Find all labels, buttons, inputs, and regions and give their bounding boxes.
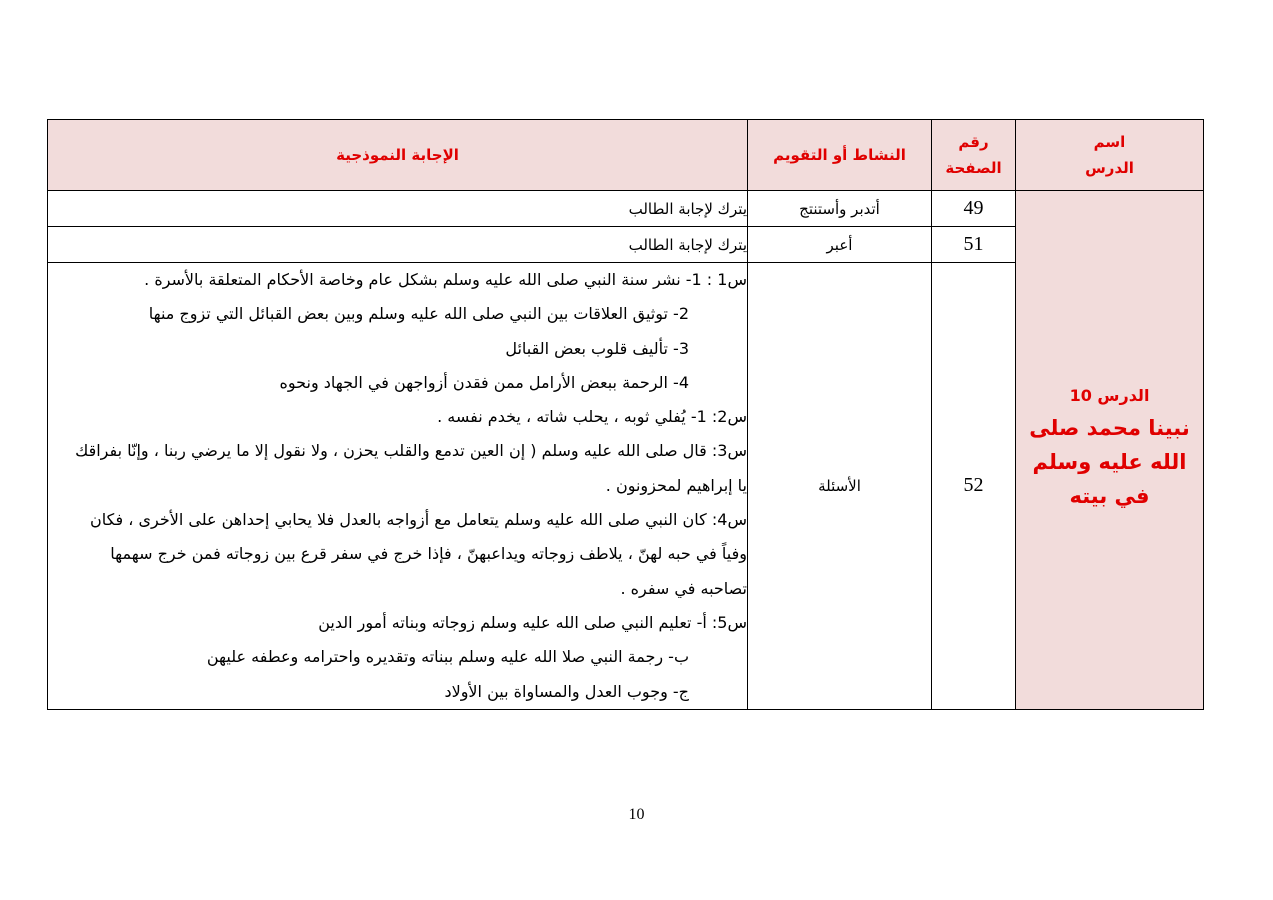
activity-cell: أعبر [748,227,932,263]
activity-cell: الأسئلة [748,263,932,710]
header-page-number [932,120,1016,191]
questions-answers-cell [48,263,748,710]
page-number-cell: 51 [932,227,1016,263]
answer-line: ج- وجوب العدل والمساواة بين الأولاد [444,681,689,701]
page-number: 10 [628,806,645,823]
answer-cell: يترك لإجابة الطالب [48,227,748,263]
table-row [48,191,1204,227]
header-page-line1: رقم [958,133,989,151]
answer-line: س3: قال صلى الله عليه وسلم ( إن العين تدمع والقلب يحزن ، ولا نقول إلا ما يرضي ربنا ، وإنّا بفراقك [75,441,747,461]
answer-line: س1 : 1- نشر سنة النبي صلى الله عليه وسلم بشكل عام وخاصة الأحكام المتعلقة بالأسرة . [144,270,747,289]
header-lesson-line2: الدرس [1085,159,1134,177]
answer-cell: يترك لإجابة الطالب [48,191,748,227]
answer-line: س4: كان النبي صلى الله عليه وسلم يتعامل مع أزواجه بالعدل فلا يحابي إحداهن على الأخرى ، فكان [90,510,747,530]
lesson-title: نبينا محمد صلى الله عليه وسلم في بيته [1029,416,1190,509]
header-page-line2: الصفحة [945,159,1002,177]
activity-cell: أتدبر وأستنتج [748,191,932,227]
header-activity: النشاط أو التقويم [748,120,932,191]
answer-line: 2- توثيق العلاقات بين النبي صلى الله عليه وسلم وبين بعض القبائل التي تزوج منها [148,304,689,324]
answer-line: س2: 1- يُفلي ثوبه ، يحلب شاته ، يخدم نفسه . [437,407,747,427]
answer-line: 4- الرحمة ببعض الأرامل ممن فقدن أزواجهن في الجهاد ونحوه [279,372,689,392]
answer-line: س5: أ- تعليم النبي صلى الله عليه وسلم زوجاته وبناته أمور الدين [318,612,747,632]
page-number-cell: 49 [932,191,1016,227]
header-model-answer: الإجابة النموذجية [48,120,748,191]
lesson-title-cell [1016,191,1204,710]
lesson-answers-table [47,119,1204,710]
answer-line: تصاحبه في سفره . [620,578,747,598]
header-row [48,120,1204,191]
answer-line: وفياً في حبه لهنّ ، يلاطف زوجاته ويداعبهنّ ، فإذا خرج في سفر قرع بين زوجاته فمن خرج سهمها [110,544,747,564]
header-lesson-line1: اسم [1093,133,1126,151]
page-number-cell: 52 [932,263,1016,710]
answer-line: ب- رجمة النبي صلا الله عليه وسلم ببناته وتقديره واحترامه وعطفه عليهن [206,647,689,667]
answer-line: يا إبراهيم لمحزونون . [605,475,747,495]
lesson-number: الدرس 10 [1069,386,1150,406]
answer-line: 3- تأليف قلوب بعض القبائل [505,338,689,358]
header-lesson-name [1016,120,1204,191]
